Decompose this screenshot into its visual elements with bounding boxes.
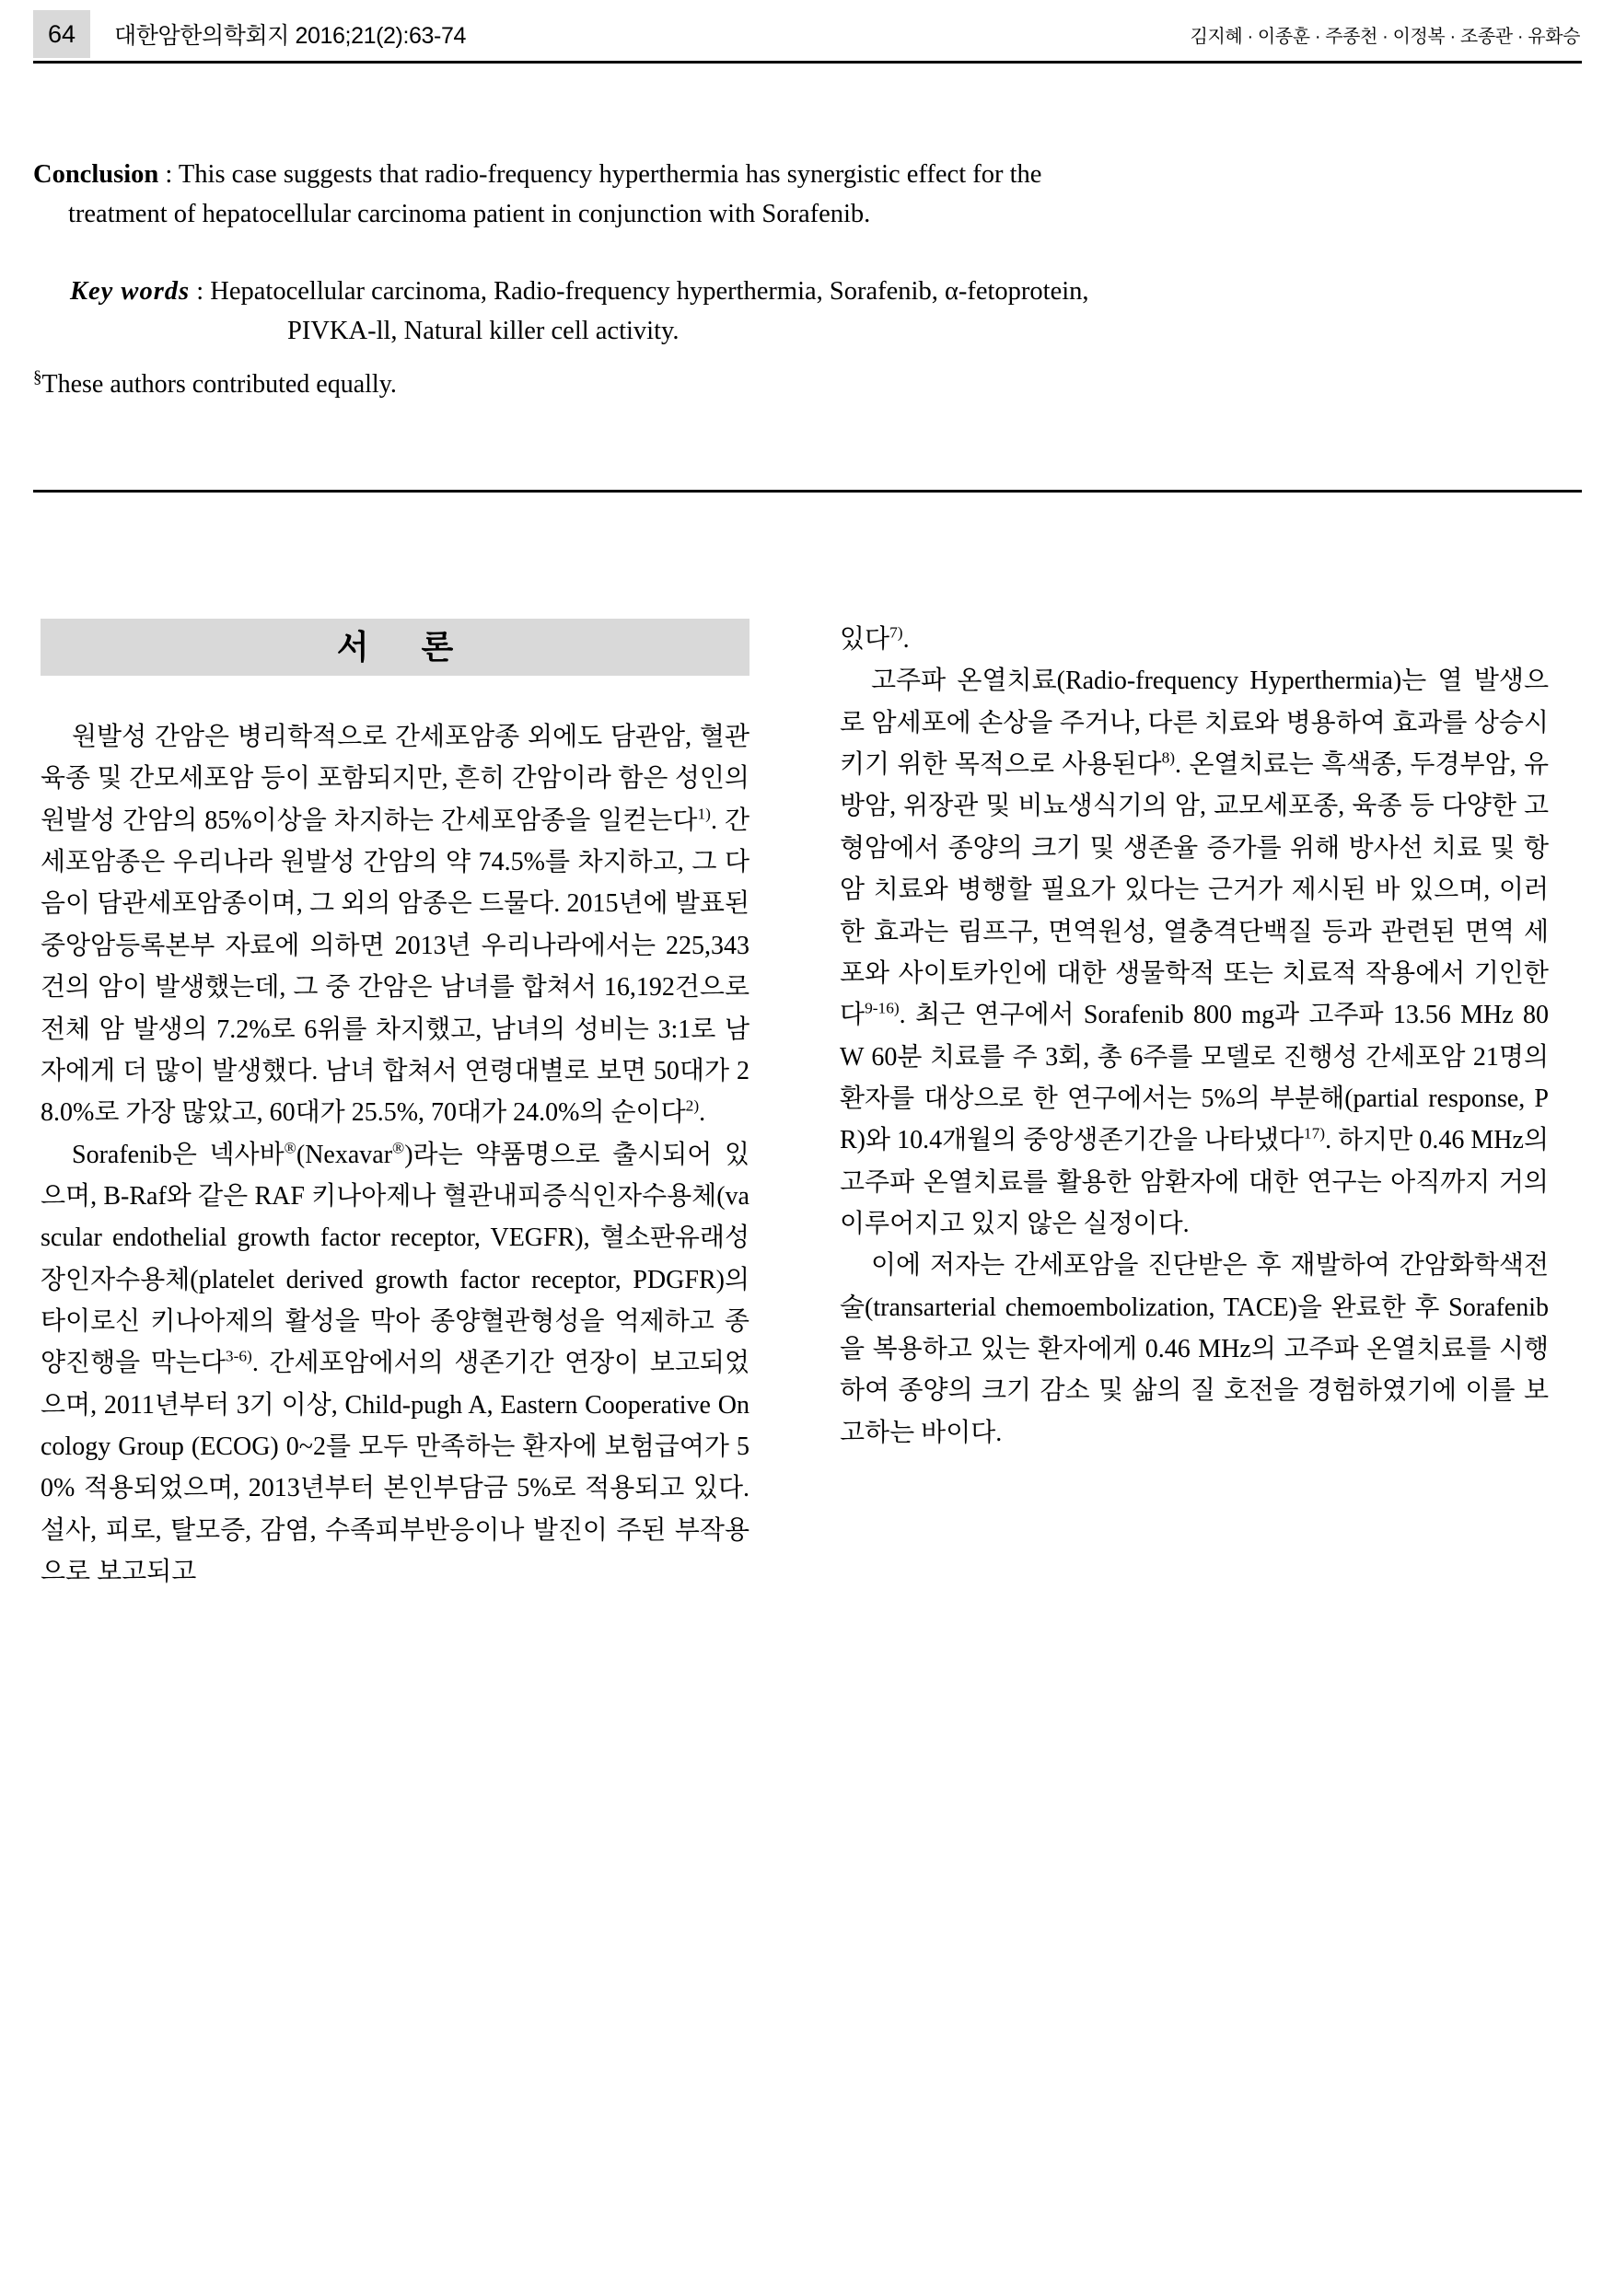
ref-7: 7) xyxy=(889,623,903,642)
conclusion-paragraph xyxy=(33,155,1582,235)
paragraph-intro-4: 이에 저자는 간세포암을 진단받은 후 재발하여 간암화학색전술(transarterial chemoembolization, TACE)을 완료한 후 Sorafenib을 복용하고 있는 환자에게 0.46 MHz의 고주파 온열치료를 시행하여 종양의 크기 감소 및 삶의 질 호전을 경험하였기에 이를 보고하는 바이다. xyxy=(840,1251,1549,1447)
journal-citation: 대한암한의학회지 2016;21(2):63-74 xyxy=(114,23,466,49)
keywords-separator: : xyxy=(190,276,211,306)
abstract-tail xyxy=(33,155,1582,404)
conclusion-separator: : xyxy=(158,160,179,189)
conclusion-line-2: treatment of hepatocellular carcinoma patient in conjunction with Sorafenib. xyxy=(68,200,871,229)
keywords-text-1: Hepatocellular carcinoma, Radio-frequency hyperthermia, Sorafenib, α-fetoprotein, xyxy=(210,276,1089,306)
keywords-line-1 xyxy=(70,272,1582,311)
ref-3-6: 3-6) xyxy=(225,1348,252,1366)
section-heading-introduction: 서 론 xyxy=(41,619,749,676)
abstract-divider xyxy=(33,490,1582,493)
para3-text-c: . 최근 연구에서 Sorafenib 800 mg과 고주파 13.56 MHz 80 W 60분 치료를 주 3회, 총 6주를 모델로 진행성 간세포암 21명의 환자를 대상으로 한 연구에서는 5%의 부분해(partial response, PR)와 10.4개월의 중앙생존기간을 나타냈다 xyxy=(840,1001,1549,1155)
para3-text-a: 고주파 온열치료(Radio-frequency Hyperthermia)는 열 발생으로 암세포에 손상을 주거나, 다른 치료와 병용하여 효과를 상승시키기 위한 목적으로 사용된다 xyxy=(840,667,1549,780)
paragraph-intro-2 xyxy=(41,1134,749,1594)
paragraph-intro-3 xyxy=(840,660,1549,1245)
para1-text-a: 원발성 간암은 병리학적으로 간세포암종 외에도 담관암, 혈관육종 및 간모세포암 등이 포함되지만, 흔히 간암이라 함은 성인의 원발성 간암의 85%이상을 차지하는 간세포암종을 일컫는다 xyxy=(41,723,749,835)
body-column-right xyxy=(840,619,1549,1454)
conclusion-line-1: This case suggests that radio-frequency hyperthermia has synergistic effect for the xyxy=(178,160,1042,189)
ref-2: 2) xyxy=(685,1096,700,1115)
para1-text-b: . 간세포암종은 우리나라 원발성 간암의 약 74.5%를 차지하고, 그 다음이 담관세포암종이며, 그 외의 암종은 드물다. 2015년에 발표된 중앙암등록본부 자료에 의하면 2013년 우리나라에서는 225,343건의 암이 발생했는데, 그 중 간암은 남녀를 합쳐서 16,192건으로 전체 암 발생의 7.2%로 6위를 차지했고, 남녀의 성비는 3:1로 남자에게 더 많이 발생했다. 남녀 합쳐서 연령대별로 보면 50대가 28.0%로 가장 많았고, 60대가 25.5%, 70대가 24.0%의 순이다 xyxy=(41,806,749,1128)
equal-contribution-footnote xyxy=(33,365,1582,404)
ref-9-16: 9-16) xyxy=(865,999,900,1017)
keywords-block xyxy=(33,272,1582,352)
paragraph-intro-1 xyxy=(41,716,749,1134)
para3-text-d: . 하지만 0.46 MHz의 고주파 온열치료를 활용한 암환자에 대한 연구는 아직까지 거의 이루어지고 있지 않은 실정이다. xyxy=(840,1126,1549,1239)
footnote-marker: § xyxy=(33,367,42,388)
para1-text-c: . xyxy=(699,1098,706,1128)
body-column-left xyxy=(41,619,749,1594)
ref-1: 1) xyxy=(697,805,711,823)
registered-mark-1: ® xyxy=(284,1139,296,1157)
running-head xyxy=(33,7,1582,61)
header-divider xyxy=(33,61,1582,64)
ref-8: 8) xyxy=(1161,748,1176,767)
keywords-line-2: PIVKA-ll, Natural killer cell activity. xyxy=(287,316,680,345)
para2-text-c: )라는 약품명으로 출시되어 있으며, B-Raf와 같은 RAF 키나아제나 혈관내피증식인자수용체(vascular endothelial growth factor receptor, VEGFR), 혈소판유래성장인자수용체(platelet derived growth factor receptor, PDGFR)의 타이로신 키나아제의 활성을 막아 종양혈관형성을 억제하고 종양진행을 막는다 xyxy=(41,1140,749,1378)
registered-mark-2: ® xyxy=(392,1139,405,1157)
page-number: 64 xyxy=(33,10,90,58)
author-list-header: 김지혜 · 이종훈 · 주종천 · 이정복 · 조종관 · 유화승 xyxy=(1190,26,1580,47)
para3-text-b: . 온열치료는 흑색종, 두경부암, 유방암, 위장관 및 비뇨생식기의 암, 교모세포종, 육종 등 다양한 고형암에서 종양의 크기 및 생존율 증가를 위해 방사선 치료 및 항암 치료와 병행할 필요가 있다는 근거가 제시된 바 있으며, 이러한 효과는 림프구, 면역원성, 열충격단백질 등과 관련된 면역 세포와 사이토카인에 대한 생물학적 또는 치료적 작용에서 기인한다 xyxy=(840,750,1549,1030)
keywords-label: Key words xyxy=(70,276,191,306)
ref-17: 17) xyxy=(1303,1124,1326,1142)
para2-text-a: Sorafenib은 넥사바 xyxy=(72,1140,285,1169)
para2-text-d: . 간세포암에서의 생존기간 연장이 보고되었으며, 2011년부터 3기 이상, Child-pugh A, Eastern Cooperative Oncology Group (ECOG) 0~2를 모두 만족하는 환자에 보험급여가 50% 적용되었으며, 2013년부터 본인부담금 5%로 적용되고 있다. 설사, 피로, 탈모증, 감염, 수족피부반응이나 발진이 주된 부작용으로 보고되고 xyxy=(41,1349,749,1587)
para2-text-b: (Nexavar xyxy=(296,1140,393,1169)
footnote-text: These authors contributed equally. xyxy=(41,370,397,400)
paragraph-continuation xyxy=(840,619,1549,660)
cont-text-b: . xyxy=(902,625,910,654)
cont-text-a: 있다 xyxy=(840,625,890,654)
conclusion-label: Conclusion xyxy=(33,160,159,189)
